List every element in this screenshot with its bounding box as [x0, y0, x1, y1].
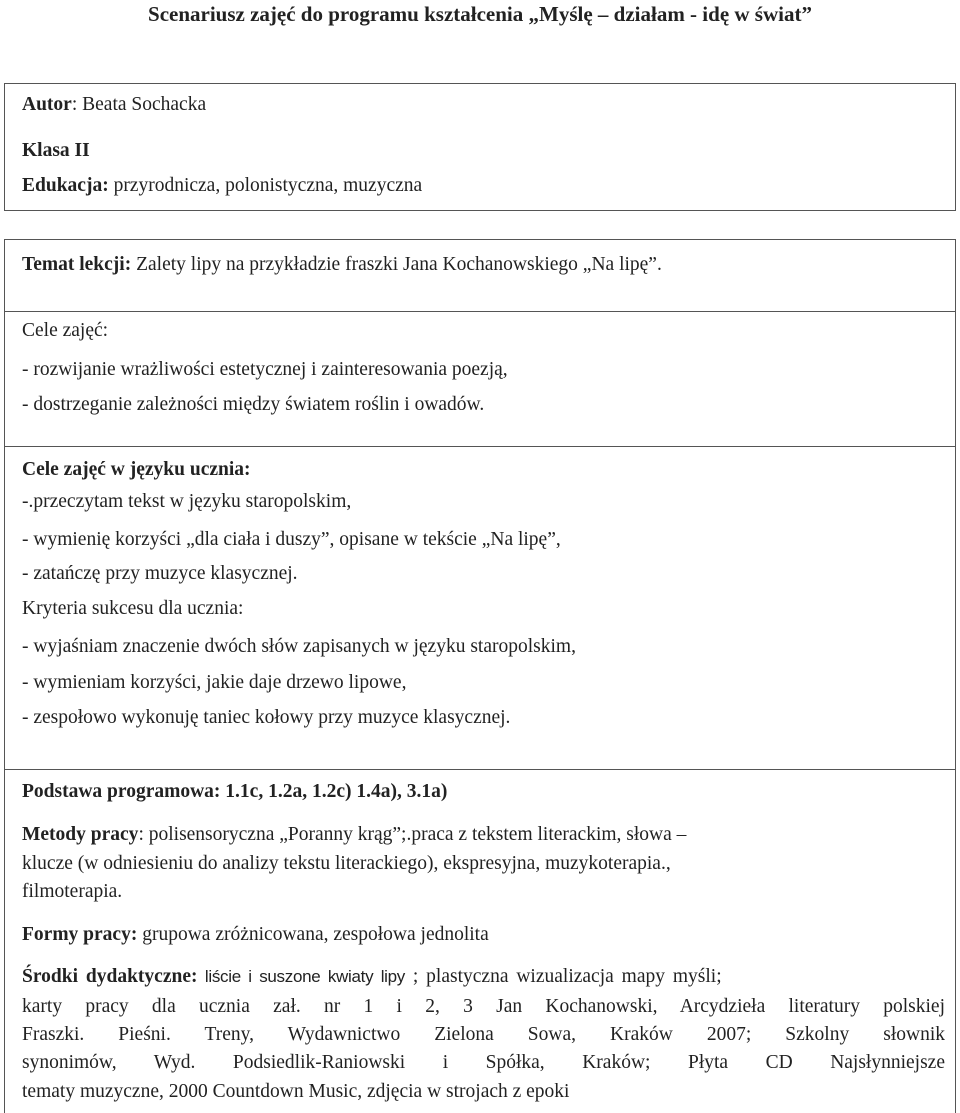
- document-title: Scenariusz zajęć do programu kształcenia „Myślę – działam - idę w świat”: [148, 2, 812, 26]
- resources-line-1: Środki dydaktyczne: liście i suszone kwiaty lipy ; plastyczna wizualizacja mapy myśli;: [22, 966, 722, 987]
- methods-line-2: klucze (w odniesieniu do analizy tekstu literackiego), ekspresyjna, muzykoterapia.,: [22, 853, 671, 874]
- criteria-item: - wymieniam korzyści, jakie daje drzewo lipowe,: [22, 672, 407, 693]
- resources-line-5: tematy muzyczne, 2000 Countdown Music, zdjęcia w strojach z epoki: [22, 1081, 570, 1102]
- author-label: Autor: [22, 94, 72, 115]
- topic-box: [4, 239, 956, 312]
- forms-line: Formy pracy: grupowa zróżnicowana, zespołowa jednolita: [22, 924, 489, 945]
- student-goal-item: - zatańczę przy muzyce klasycznej.: [22, 563, 298, 584]
- author-line: Autor: Beata Sochacka: [22, 94, 207, 115]
- student-goals-box: [4, 446, 956, 770]
- curriculum-basis: Podstawa programowa: 1.1c, 1.2a, 1.2c) 1.4a), 3.1a): [22, 781, 448, 802]
- resources-line-3: Fraszki. Pieśni. Treny, Wydawnictwo Zielona Sowa, Kraków 2007; Szkolny słownik: [22, 1024, 945, 1045]
- resources-line-2: karty pracy dla ucznia zał. nr 1 i 2, 3 Jan Kochanowski, Arcydzieła literatury polskiej: [22, 996, 945, 1017]
- criteria-item: - zespołowo wykonuję taniec kołowy przy muzyce klasycznej.: [22, 707, 511, 728]
- methods-line-3: filmoterapia.: [22, 881, 123, 902]
- criteria-heading: Kryteria sukcesu dla ucznia:: [22, 598, 244, 619]
- methods-label: Metody pracy: [22, 824, 139, 845]
- goals-box: [4, 311, 956, 447]
- student-goal-item: - wymienię korzyści „dla ciała i duszy”, opisane w tekście „Na lipę”,: [22, 529, 561, 550]
- student-goal-item: -.przeczytam tekst w języku staropolskim,: [22, 491, 352, 512]
- topic-line: Temat lekcji: Zalety lipy na przykładzie fraszki Jana Kochanowskiego „Na lipę”.: [22, 254, 662, 275]
- methods-box: [4, 769, 956, 1113]
- resources-label: Środki dydaktyczne:: [22, 966, 198, 987]
- class-line: Klasa II: [22, 140, 90, 161]
- author-name: Beata Sochacka: [77, 94, 207, 115]
- goals-heading: Cele zajęć:: [22, 320, 109, 341]
- goal-item: - rozwijanie wrażliwości estetycznej i zainteresowania poezją,: [22, 359, 508, 380]
- resources-line-4: synonimów, Wyd. Podsiedlik-Raniowski i Spółka, Kraków; Płyta CD Najsłynniejsze: [22, 1052, 945, 1073]
- goal-item: - dostrzeganie zależności między światem roślin i owadów.: [22, 394, 485, 415]
- criteria-item: - wyjaśniam znaczenie dwóch słów zapisanych w języku staropolskim,: [22, 636, 576, 657]
- student-goals-heading: Cele zajęć w języku ucznia:: [22, 459, 251, 480]
- education-line: Edukacja: przyrodnicza, polonistyczna, muzyczna: [22, 175, 423, 196]
- methods-line-1: Metody pracy: polisensoryczna „Poranny krąg”;.praca z tekstem literackim, słowa –: [22, 824, 687, 845]
- author-box: [4, 83, 956, 211]
